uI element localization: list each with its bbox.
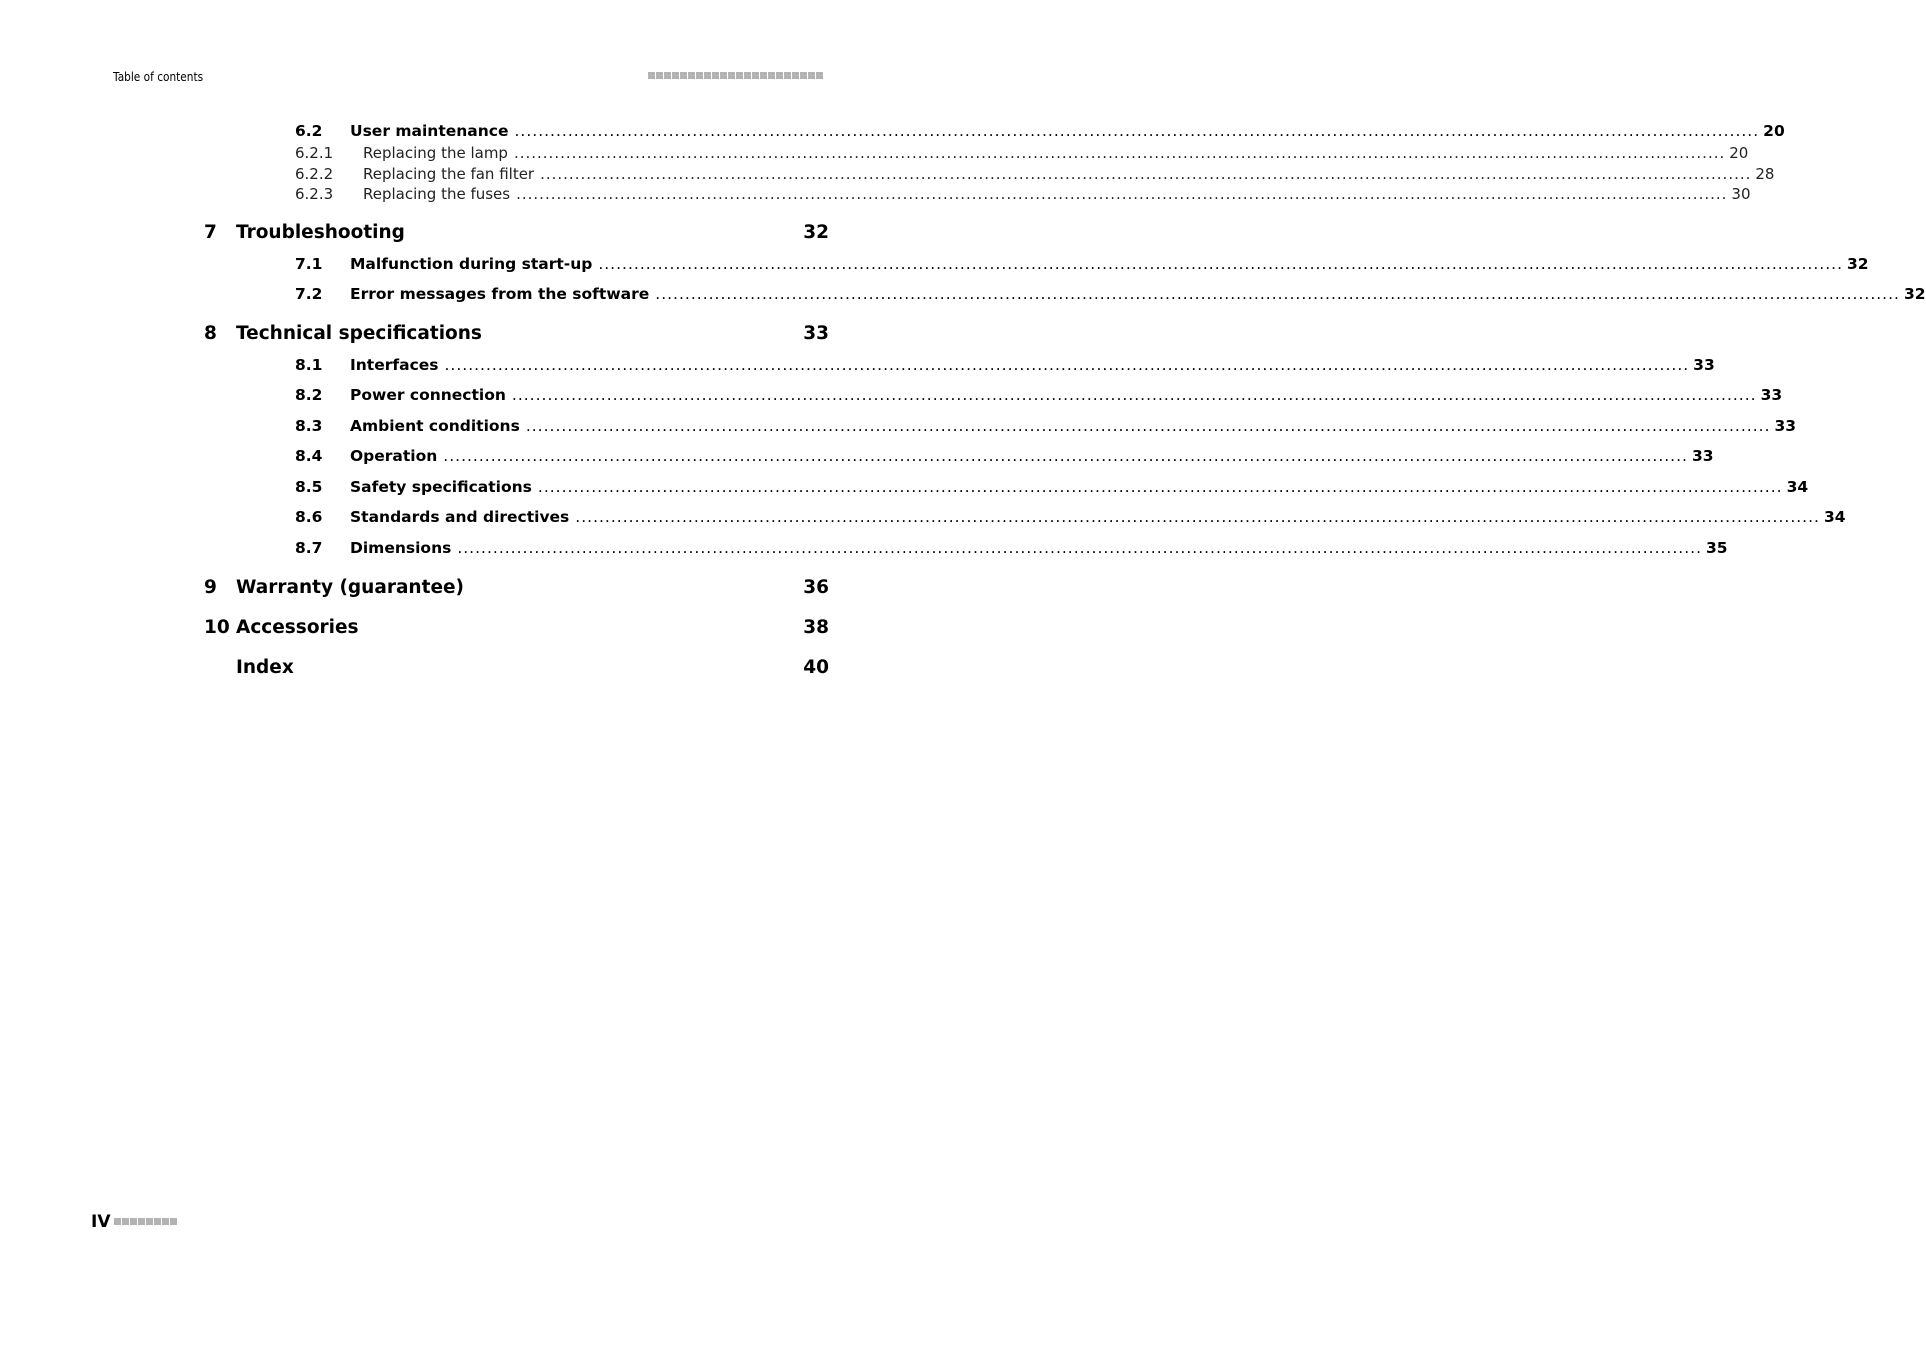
toc-entry-8-1[interactable]: [0, 356, 1715, 374]
chapter-title: Troubleshooting: [236, 222, 405, 243]
chapter-title: Accessories: [236, 617, 359, 638]
page-number: 33: [1774, 417, 1797, 435]
page-number: 36: [803, 577, 829, 598]
dot-leader: ..................................................................................................................................................................................................................: [540, 165, 1752, 183]
section-number: 6.2.1: [295, 144, 334, 162]
toc-entry-7-2[interactable]: [0, 285, 1926, 303]
dot-leader: ..................................................................................................................................................................................................................: [443, 447, 1688, 465]
toc-entry-6-2-1[interactable]: [0, 144, 1749, 162]
section-number: 6.2: [295, 122, 323, 140]
section-title: User maintenance: [350, 122, 509, 140]
section-number: 8.1: [295, 356, 323, 374]
toc-entry-8-5[interactable]: [0, 478, 1809, 496]
toc-entry-6-2-2[interactable]: [0, 165, 1775, 183]
toc-chapter-7[interactable]: [0, 222, 954, 246]
page-number: 38: [803, 617, 829, 638]
section-number: 7.2: [295, 285, 323, 303]
section-number: 6.2.3: [295, 185, 334, 203]
toc-index[interactable]: [0, 657, 954, 681]
section-title: Replacing the lamp: [363, 144, 508, 162]
toc-entry-8-7[interactable]: [0, 539, 1728, 557]
page-number: 20: [1763, 122, 1785, 140]
page-number: 34: [1823, 508, 1846, 526]
chapter-title: Warranty (guarantee): [236, 577, 464, 598]
chapter-number: 9: [204, 577, 217, 598]
section-number: 6.2.2: [295, 165, 334, 183]
toc-entry-7-1[interactable]: [0, 255, 1869, 273]
dot-leader: ..................................................................................................................................................................................................................: [457, 539, 1702, 557]
dot-leader: ..................................................................................................................................................................................................................: [575, 508, 1820, 526]
chapter-number: 8: [204, 323, 217, 344]
page-number: 40: [803, 657, 829, 678]
page-number: 30: [1731, 185, 1751, 203]
toc-chapter-10[interactable]: [0, 617, 954, 641]
page-number: 33: [1760, 386, 1783, 404]
dot-leader: ..................................................................................................................................................................................................................: [516, 185, 1728, 203]
section-title: Standards and directives: [350, 508, 570, 526]
dot-leader: ..................................................................................................................................................................................................................: [513, 144, 1726, 162]
section-title: Replacing the fan filter: [363, 165, 535, 183]
page-number: 33: [1693, 356, 1715, 374]
page-number: 32: [803, 222, 829, 243]
dot-leader: ..................................................................................................................................................................................................................: [537, 478, 1783, 496]
dot-leader: ..................................................................................................................................................................................................................: [511, 386, 1757, 404]
chapter-title: Index: [236, 657, 294, 678]
toc-entry-6-2-3[interactable]: [0, 185, 1751, 203]
section-title: Safety specifications: [350, 478, 532, 496]
page-number: 28: [1755, 165, 1775, 183]
toc-entry-8-3[interactable]: [0, 417, 1797, 435]
section-number: 8.7: [295, 539, 323, 557]
section-title: Interfaces: [350, 356, 439, 374]
page-number: 20: [1729, 144, 1749, 162]
page-number: 32: [1847, 255, 1869, 273]
section-number: 8.5: [295, 478, 323, 496]
section-title: Error messages from the software: [350, 285, 650, 303]
section-title: Dimensions: [350, 539, 452, 557]
chapter-number: 10: [204, 617, 230, 638]
dot-leader: ..................................................................................................................................................................................................................: [598, 255, 1843, 273]
footer-page-number: IV: [91, 1212, 111, 1232]
section-title: Malfunction during start-up: [350, 255, 593, 273]
page-number: 32: [1903, 285, 1926, 303]
section-number: 8.3: [295, 417, 323, 435]
footer-decoration: [114, 1218, 177, 1225]
section-title: Ambient conditions: [350, 417, 520, 435]
dot-leader: ..................................................................................................................................................................................................................: [655, 285, 1900, 303]
section-title: Operation: [350, 447, 438, 465]
dot-leader: ..................................................................................................................................................................................................................: [444, 356, 1690, 374]
dot-leader: ..................................................................................................................................................................................................................: [525, 417, 1771, 435]
dot-leader: ..................................................................................................................................................................................................................: [514, 122, 1760, 140]
chapter-title: Technical specifications: [236, 323, 482, 344]
toc-entry-8-2[interactable]: [0, 386, 1783, 404]
page-number: 33: [803, 323, 829, 344]
section-number: 7.1: [295, 255, 323, 273]
toc-entry-8-6[interactable]: [0, 508, 1846, 526]
section-number: 8.4: [295, 447, 323, 465]
toc-entry-8-4[interactable]: [0, 447, 1714, 465]
section-title: Replacing the fuses: [363, 185, 511, 203]
toc-entry-6-2[interactable]: [0, 122, 1785, 140]
section-number: 8.2: [295, 386, 323, 404]
running-header-title: Table of contents: [113, 70, 204, 84]
page-number: 33: [1691, 447, 1714, 465]
toc-chapter-9[interactable]: [0, 577, 954, 601]
page-number: 34: [1786, 478, 1809, 496]
section-title: Power connection: [350, 386, 506, 404]
toc-chapter-8[interactable]: [0, 323, 954, 347]
header-decoration: [648, 72, 823, 79]
page-number: 35: [1706, 539, 1728, 557]
section-number: 8.6: [295, 508, 323, 526]
chapter-number: 7: [204, 222, 217, 243]
